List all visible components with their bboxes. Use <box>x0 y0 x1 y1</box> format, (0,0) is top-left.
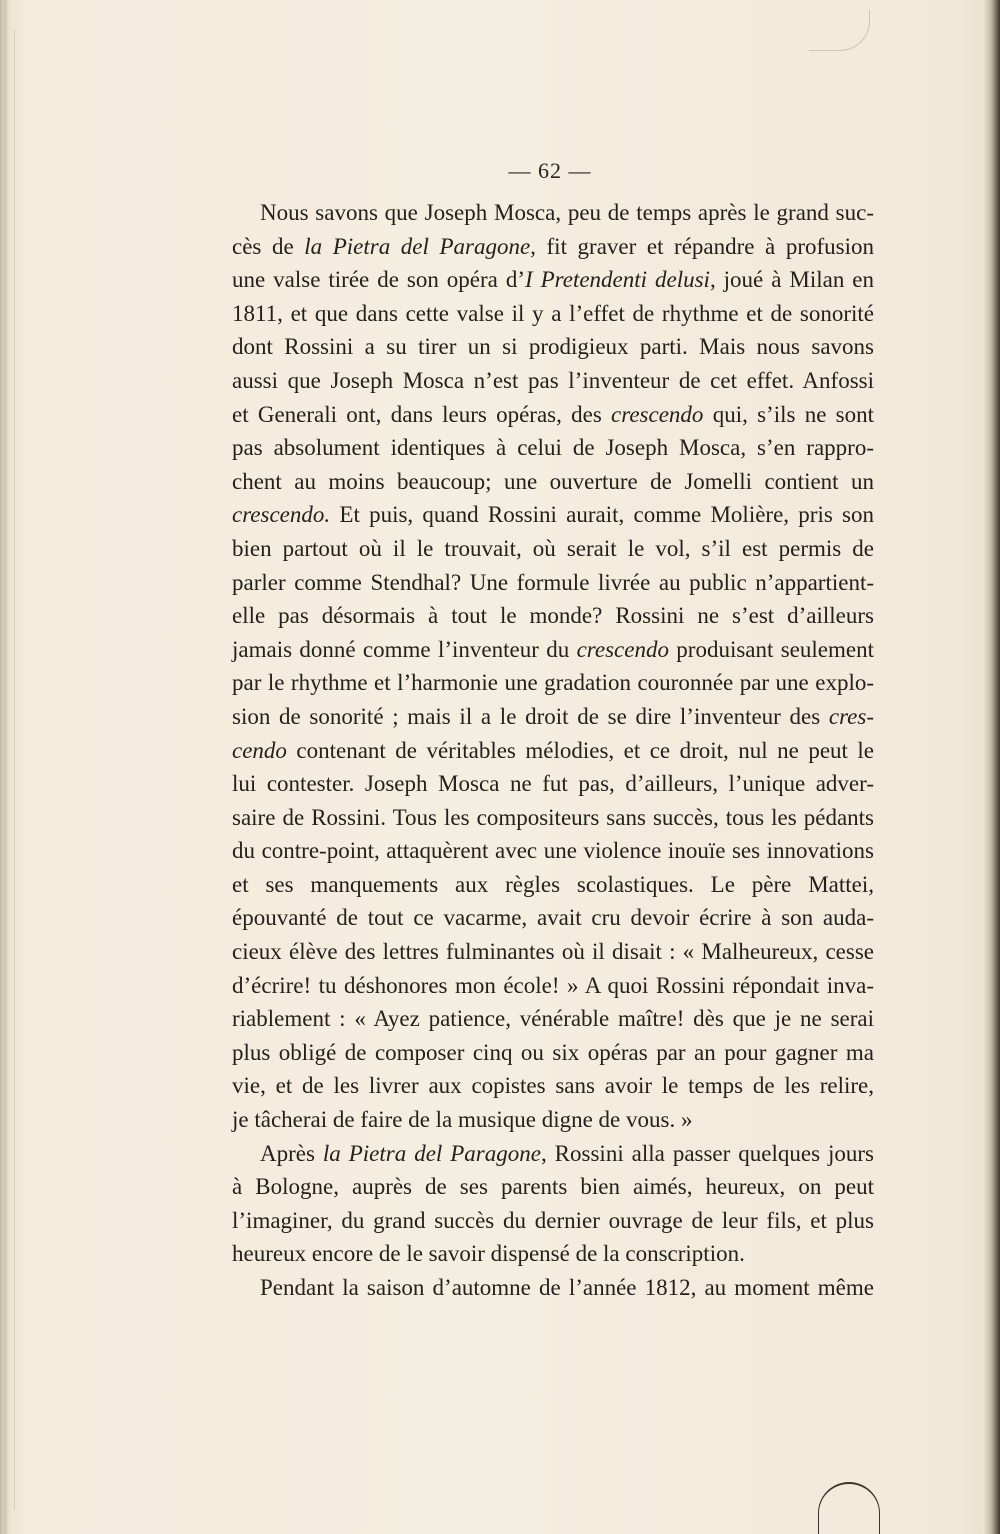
text-line: sion de sonorité ; mais il a le droit de se dire l’inventeur des cres- <box>232 703 874 729</box>
top-corner-paper-curl <box>809 10 870 51</box>
text-line: aussi que Joseph Mosca n’est pas l’inventeur de cet effet. Anfossi <box>232 367 874 393</box>
text-line: par le rhythme et l’harmonie une gradation couronnée par une explo- <box>232 670 874 696</box>
page-number: — 62 — <box>508 158 592 183</box>
text-line: cieux élève des lettres fulminantes où il disait : « Malheureux, cesse <box>232 939 874 965</box>
text-line: parler comme Stendhal? Une formule livrée au public n’appartient- <box>232 569 874 595</box>
text-line: Nous savons que Joseph Mosca, peu de temps après le grand suc- <box>260 200 874 225</box>
left-binding-edge <box>0 0 12 1534</box>
text-line: et Generali ont, dans leurs opéras, des crescendo qui, s’ils ne sont <box>232 401 875 427</box>
text-line: cendo contenant de véritables mélodies, et ce droit, nul ne peut le <box>232 737 874 763</box>
text-line: Pendant la saison d’automne de l’année 1812, au moment même <box>260 1275 874 1300</box>
text-line: elle pas désormais à tout le monde? Rossini ne s’est d’ailleurs <box>232 603 874 629</box>
text-line: épouvanté de tout ce vacarme, avait cru devoir écrire à son auda- <box>232 905 874 931</box>
text-line: lui contester. Joseph Mosca ne fut pas, d’ailleurs, l’unique adver- <box>232 771 874 797</box>
text-line: Après la Pietra del Paragone, Rossini alla passer quelques jours <box>260 1140 874 1166</box>
text-line: et ses manquements aux règles scolastiques. Le père Mattei, <box>232 871 874 897</box>
text-line: d’écrire! tu déshonores mon école! » A quoi Rossini répondait inva- <box>232 972 874 998</box>
body-text <box>232 196 874 1305</box>
text-line: du contre-point, attaquèrent avec une violence inouïe ses innovations <box>232 838 874 864</box>
text-line: cès de la Pietra del Paragone, fit graver et répandre à profusion <box>232 233 875 259</box>
text-line: dont Rossini a su tirer un si prodigieux parti. Mais nous savons <box>232 334 874 360</box>
text-line: pas absolument identiques à celui de Joseph Mosca, s’en rappro- <box>232 435 874 461</box>
text-line: une valse tirée de son opéra d’I Pretendenti delusi, joué à Milan en <box>232 267 874 293</box>
text-line: jamais donné comme l’inventeur du crescendo produisant seulement <box>232 636 874 662</box>
text-line: je tâcherai de faire de la musique digne de vous. » <box>232 1107 693 1133</box>
bottom-paper-curl <box>818 1482 880 1534</box>
text-line: crescendo. Et puis, quand Rossini aurait, comme Molière, pris son <box>232 502 874 528</box>
binding-fold-line <box>14 30 15 1510</box>
text-line: chent au moins beaucoup; une ouverture de Jomelli contient un <box>232 468 874 494</box>
right-binding-edge <box>982 0 1000 1534</box>
text-line: 1811, et que dans cette valse il y a l’effet de rhythme et de sonorité <box>232 300 874 326</box>
text-line: l’imaginer, du grand succès du dernier ouvrage de leur fils, et plus <box>232 1207 874 1233</box>
text-line: saire de Rossini. Tous les compositeurs sans succès, tous les pédants <box>232 804 874 830</box>
text-line: bien partout où il le trouvait, où serait le vol, s’il est permis de <box>232 535 874 561</box>
text-line: plus obligé de composer cinq ou six opéras par an pour gagner ma <box>232 1039 874 1065</box>
text-line: à Bologne, auprès de ses parents bien aimés, heureux, on peut <box>232 1174 874 1200</box>
text-line: heureux encore de le savoir dispensé de la conscription. <box>232 1241 745 1267</box>
text-line: riablement : « Ayez patience, vénérable maître! dès que je ne serai <box>232 1006 874 1032</box>
text-line: vie, et de les livrer aux copistes sans avoir le temps de les relire, <box>232 1073 874 1099</box>
